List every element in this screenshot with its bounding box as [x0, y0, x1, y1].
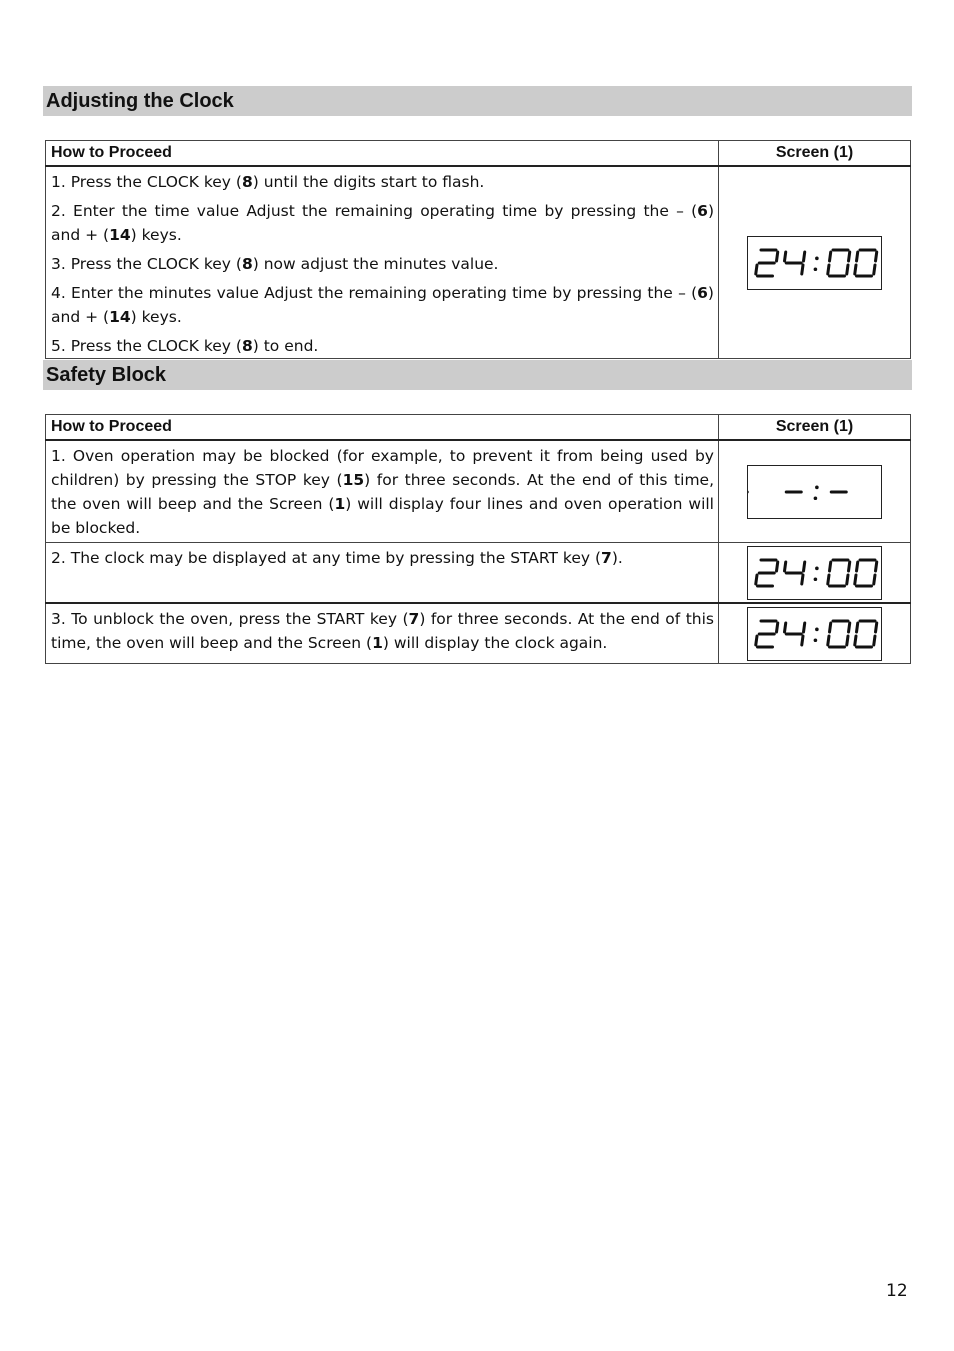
table-header-row	[46, 141, 911, 167]
clock-step-2: 2. Enter the time value Adjust the remaining operating time by pressing the – (6) and + (14) keys.	[51, 202, 714, 244]
safety-screen-cell-2	[719, 543, 911, 604]
table-row	[46, 543, 911, 604]
column-header-screen: Screen (1)	[719, 415, 911, 441]
table-row	[46, 440, 911, 543]
column-header-how-to-proceed: How to Proceed	[46, 415, 719, 441]
clock-step-4: 4. Enter the minutes value Adjust the remaining operating time by pressing the – (6) and + (14) keys.	[51, 284, 714, 326]
section-title-safety-block: Safety Block	[43, 360, 912, 390]
safety-step-1: 1. Oven operation may be blocked (for example, to prevent it from being used by children) by pressing the STOP key (15) for three seconds. At the end of this time, the oven will beep and the Screen (1) will display four lines and oven operation will be blocked.	[46, 440, 719, 543]
clock-steps-cell	[46, 166, 719, 359]
table-row	[46, 166, 911, 359]
page-number: 12	[886, 1281, 908, 1301]
safety-procedure-table	[45, 414, 911, 664]
table-row	[46, 603, 911, 664]
safety-screen-cell-3	[719, 603, 911, 664]
table-header-row	[46, 415, 911, 441]
clock-step-1: 1. Press the CLOCK key (8) until the digits start to flash.	[51, 173, 485, 191]
lcd-display	[747, 546, 882, 600]
clock-step-3: 3. Press the CLOCK key (8) now adjust the minutes value.	[51, 255, 499, 273]
section-title-adjusting-clock: Adjusting the Clock	[43, 86, 912, 116]
lcd-display	[747, 465, 882, 519]
clock-procedure-table	[45, 140, 911, 359]
safety-screen-cell-1	[719, 440, 911, 543]
clock-screen-cell	[719, 166, 911, 359]
clock-step-5: 5. Press the CLOCK key (8) to end.	[51, 337, 319, 355]
lcd-display	[747, 607, 882, 661]
column-header-how-to-proceed: How to Proceed	[46, 141, 719, 167]
lcd-display	[747, 236, 882, 290]
column-header-screen: Screen (1)	[719, 141, 911, 167]
safety-step-2: 2. The clock may be displayed at any time by pressing the START key (7).	[46, 543, 719, 604]
safety-step-3: 3. To unblock the oven, press the START key (7) for three seconds. At the end of this time, the oven will beep and the Screen (1) will display the clock again.	[46, 603, 719, 664]
